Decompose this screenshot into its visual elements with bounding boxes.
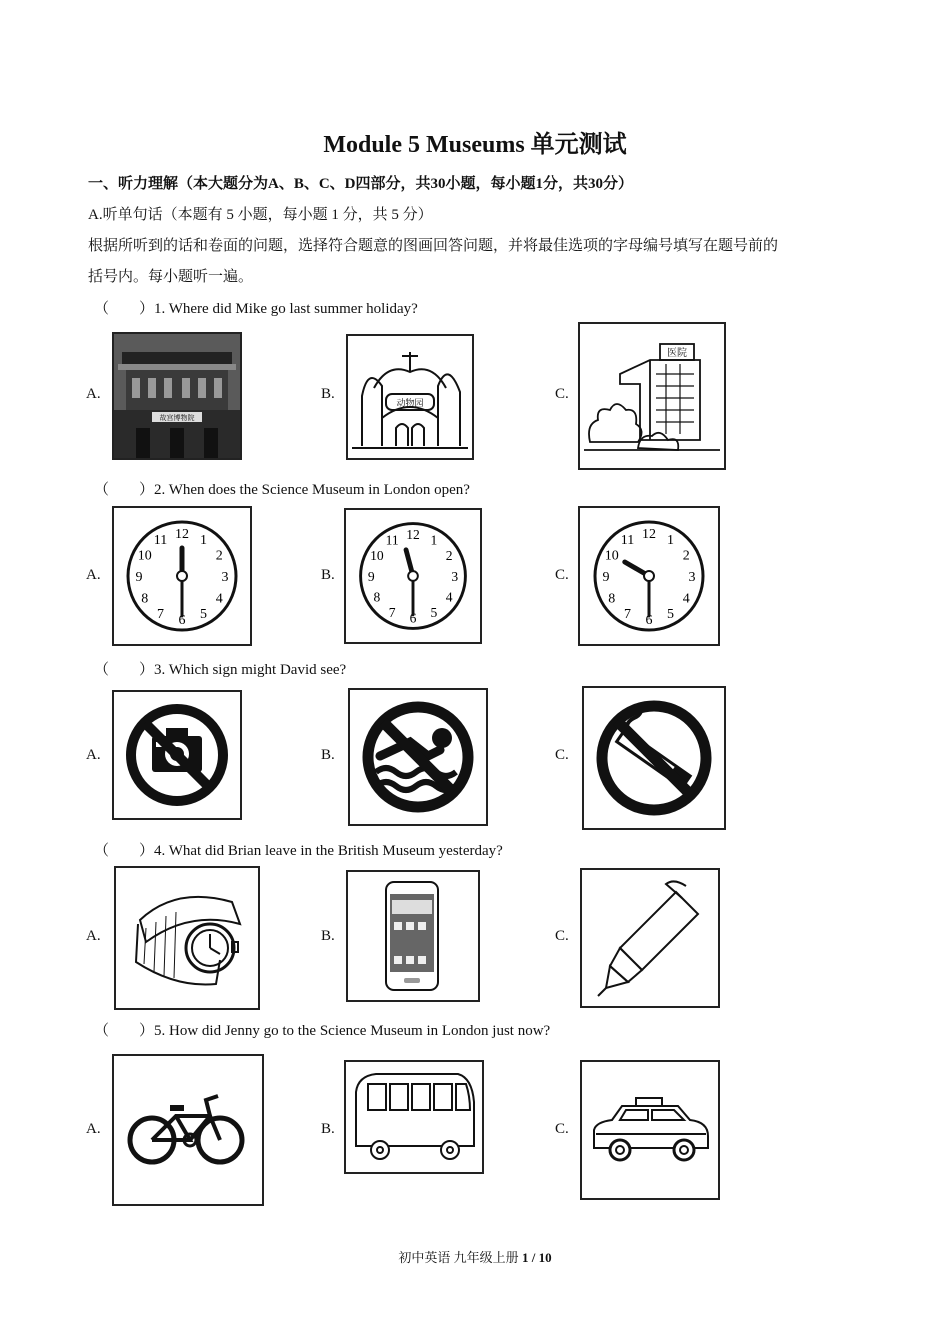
- clock-numeral: 8: [608, 591, 616, 607]
- clock-numeral: 12: [406, 527, 420, 543]
- bicycle-image[interactable]: [112, 1054, 264, 1206]
- clock-numeral: 1: [667, 532, 674, 548]
- clock-numeral: 11: [385, 532, 399, 548]
- option-label: C.: [555, 1121, 569, 1137]
- clock-numeral: 12: [175, 527, 189, 542]
- answer-bracket[interactable]: （ ）: [94, 301, 155, 317]
- taxi-image[interactable]: [580, 1060, 720, 1200]
- museum-gate-image[interactable]: [112, 332, 242, 460]
- pen-image[interactable]: [580, 868, 720, 1008]
- clock-numeral: 8: [141, 591, 149, 607]
- question-text: 4. What did Brian leave in the British Museum yesterday?: [154, 843, 503, 859]
- question-text: 1. Where did Mike go last summer holiday?: [154, 301, 418, 317]
- no-photography-sign-image[interactable]: [112, 690, 242, 820]
- answer-bracket[interactable]: （ ）: [94, 662, 155, 678]
- option-label: A.: [86, 1121, 101, 1137]
- option-label: B.: [321, 567, 335, 583]
- instruction-line-2: 括号内。每小题听一遍。: [88, 269, 254, 285]
- footer-text: 初中英语 九年级上册: [398, 1250, 519, 1265]
- clock-image-c[interactable]: [578, 506, 720, 646]
- clock-numeral: 5: [430, 604, 438, 620]
- clock-numeral: 4: [215, 591, 223, 607]
- smartphone-image[interactable]: [346, 870, 480, 1002]
- clock-numeral: 6: [178, 613, 186, 628]
- clock-numeral: 8: [373, 589, 381, 605]
- option-label: A.: [86, 747, 101, 763]
- clock-numeral: 11: [153, 532, 168, 548]
- clock-numeral: 3: [451, 568, 459, 584]
- clock-numeral: 9: [367, 568, 375, 584]
- page-footer: [0, 1247, 950, 1266]
- clock-hub: [408, 571, 418, 581]
- clock-numeral: 10: [370, 547, 384, 563]
- hospital-sign: 医院: [667, 348, 687, 359]
- clock-numeral: 1: [430, 532, 438, 548]
- option-label: C.: [555, 567, 569, 583]
- no-swimming-sign-image[interactable]: [348, 688, 488, 826]
- zoo-gate-image[interactable]: [346, 334, 474, 460]
- hospital-building-image[interactable]: [578, 322, 726, 470]
- instruction-line-1: 根据所听到的话和卷面的问题，选择符合题意的图画回答问题，并将最佳选项的字母编号填写在题号前的: [88, 238, 779, 254]
- clock-numeral: 4: [682, 591, 690, 607]
- no-smoking-sign-image[interactable]: [582, 686, 726, 830]
- question-5: [94, 1019, 550, 1040]
- answer-bracket[interactable]: （ ）: [94, 1023, 155, 1039]
- question-text: 5. How did Jenny go to the Science Museum in London just now?: [154, 1023, 551, 1039]
- part-a-heading: A.听单句话（本题有 5 小题，每小题 1 分，共 5 分）: [88, 207, 433, 223]
- clock-numeral: 5: [667, 607, 674, 623]
- option-label: B.: [321, 928, 335, 944]
- clock-numeral: 10: [137, 548, 152, 564]
- bus-image[interactable]: [344, 1060, 484, 1174]
- clock-numeral: 4: [445, 589, 453, 605]
- clock-image-b[interactable]: [344, 508, 482, 644]
- page-separator: /: [528, 1250, 539, 1265]
- page-title: Module 5 Museums 单元测试: [323, 132, 627, 158]
- zoo-sign: 动物园: [396, 398, 424, 408]
- clock-numeral: 11: [620, 532, 635, 548]
- option-label: C.: [555, 747, 569, 763]
- answer-bracket[interactable]: （ ）: [94, 843, 155, 859]
- answer-bracket[interactable]: （ ）: [94, 482, 155, 498]
- clock-numeral: 10: [604, 548, 619, 564]
- question-4: [94, 839, 503, 860]
- option-label: A.: [86, 928, 101, 944]
- clock-numeral: 6: [409, 610, 417, 626]
- clock-numeral: 9: [135, 570, 143, 585]
- page-number: 1: [521, 1250, 529, 1265]
- clock-numeral: 2: [682, 548, 690, 564]
- clock-hub: [644, 571, 654, 581]
- clock-numeral: 2: [445, 547, 453, 563]
- clock-numeral: 3: [688, 570, 696, 585]
- section-heading: 一、听力理解（本大题分为A、B、C、D四部分，共30小题，每小题1分，共30分）: [88, 176, 634, 192]
- option-label: A.: [86, 567, 101, 583]
- clock-numeral: 5: [200, 607, 207, 623]
- clock-numeral: 2: [215, 548, 223, 564]
- clock-numeral: 7: [624, 607, 631, 623]
- clock-numeral: 9: [602, 570, 610, 585]
- watch-image[interactable]: [114, 866, 260, 1010]
- question-3: [94, 658, 346, 679]
- option-label: B.: [321, 747, 335, 763]
- question-2: [94, 478, 470, 499]
- option-label: B.: [321, 1121, 335, 1137]
- question-text: 3. Which sign might David see?: [154, 662, 347, 678]
- clock-hub: [177, 571, 187, 581]
- option-label: A.: [86, 386, 101, 402]
- museum-sign: 故宫博物院: [159, 414, 195, 422]
- clock-numeral: 6: [645, 613, 653, 628]
- clock-numeral: 7: [157, 607, 164, 623]
- option-label: C.: [555, 386, 569, 402]
- question-1: [94, 297, 418, 318]
- option-label: B.: [321, 386, 335, 402]
- clock-numeral: 1: [200, 532, 207, 548]
- clock-numeral: 7: [388, 604, 396, 620]
- page-total: 10: [538, 1250, 552, 1265]
- clock-numeral: 12: [642, 527, 656, 542]
- question-text: 2. When does the Science Museum in London open?: [154, 482, 470, 498]
- option-label: C.: [555, 928, 569, 944]
- clock-image-a[interactable]: [112, 506, 252, 646]
- clock-numeral: 3: [221, 570, 229, 585]
